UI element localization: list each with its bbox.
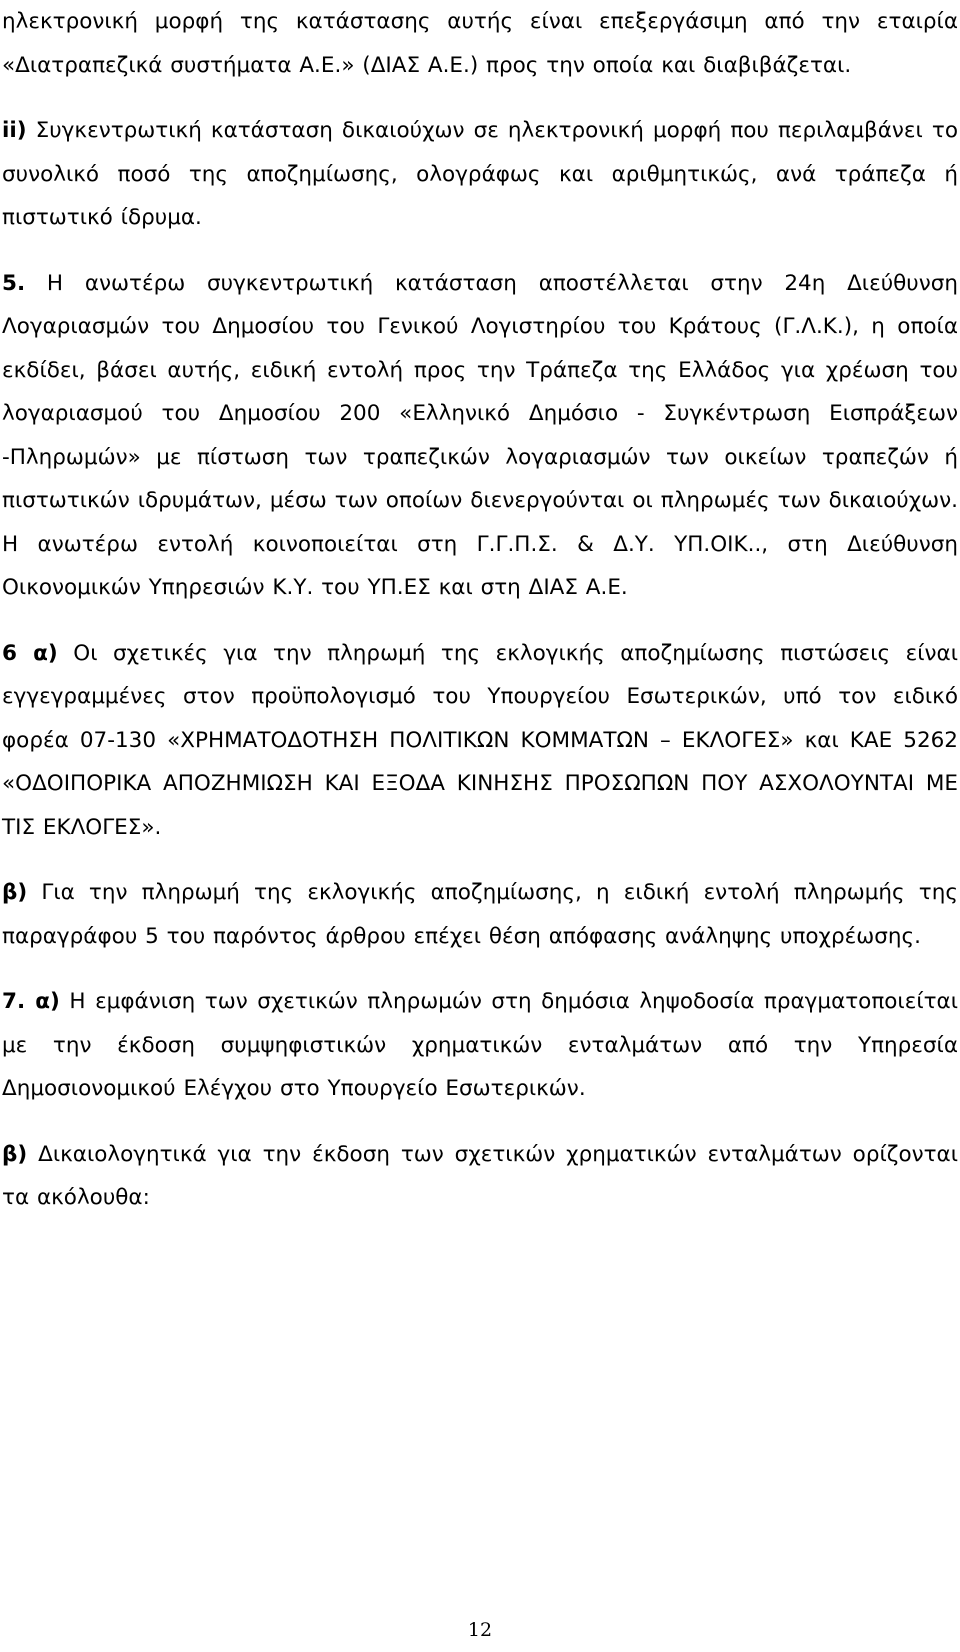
paragraph-section-6b xyxy=(2,871,958,958)
paragraph-text: Οι σχετικές για την πληρωμή της εκλογικής αποζημίωσης πιστώσεις είναι εγγεγραμμένες στον προϋπολογισμό του Υπουργείου Εσωτερικών, υπό τον ειδικό φορέα 07-130 «ΧΡΗΜΑΤΟΔΟΤΗΣΗ ΠΟΛΙΤΙΚΩΝ ΚΟΜΜΑΤΩΝ – ΕΚΛΟΓΕΣ» και ΚΑΕ 5262 «ΟΔΟΙΠΟΡΙΚΑ ΑΠΟΖΗΜΙΩΣΗ ΚΑΙ ΕΞΟΔΑ ΚΙΝΗΣΗΣ ΠΡΟΣΩΠΩΝ ΠΟΥ ΑΣΧΟΛΟΥΝΤΑΙ ΜΕ ΤΙΣ ΕΚΛΟΓΕΣ». xyxy=(2,640,959,840)
paragraph-lead: β) xyxy=(2,880,28,905)
paragraph-item-ii xyxy=(2,109,958,240)
paragraph-lead: 5. xyxy=(2,270,26,296)
paragraph-text: Δικαιολογητικά για την έκδοση των σχετικών χρηματικών ενταλμάτων ορίζονται τα ακόλουθα: xyxy=(2,1141,958,1210)
paragraph-lead: ii) xyxy=(2,118,27,143)
page-number: 12 xyxy=(467,1619,493,1641)
paragraph-intro-continuation xyxy=(2,0,958,87)
paragraph-text: Η εμφάνιση των σχετικών πληρωμών στη δημόσια ληψοδοσία πραγματοποιείται με την έκδοση συμψηφιστικών χρηματικών ενταλμάτων από την Υπηρεσία Δημοσιονομικού Ελέγχου στο Υπουργείο Εσωτερικών. xyxy=(2,989,958,1101)
paragraph-text: Συγκεντρωτική κατάσταση δικαιούχων σε ηλεκτρονική μορφή που περιλαμβάνει το συνολικό ποσό της αποζημίωσης, ολογράφως και αριθμητικώς, ανά τράπεζα ή πιστωτικό ίδρυμα. xyxy=(2,118,958,230)
paragraph-section-6a xyxy=(2,632,958,850)
paragraph-lead: β) xyxy=(2,1141,28,1167)
paragraph-section-7a xyxy=(2,980,958,1111)
paragraph-section-5 xyxy=(2,262,958,610)
paragraph-section-7b xyxy=(2,1133,958,1220)
paragraph-text: ηλεκτρονική μορφή της κατάστασης αυτής είναι επεξεργάσιμη από την εταιρία «Διατραπεζικά συστήματα Α.Ε.» (ΔΙΑΣ Α.Ε.) προς την οποία και διαβιβάζεται. xyxy=(2,9,958,78)
document-body xyxy=(2,0,958,1220)
paragraph-text: Για την πληρωμή της εκλογικής αποζημίωσης, η ειδική εντολή πληρωμής της παραγράφου 5 του παρόντος άρθρου επέχει θέση απόφασης ανάληψης υποχρέωσης. xyxy=(2,880,958,949)
paragraph-text: Η ανωτέρω συγκεντρωτική κατάσταση αποστέλλεται στην 24η Διεύθυνση Λογαριασμών του Δημοσίου του Γενικού Λογιστηρίου του Κράτους (Γ.Λ.Κ.), η οποία εκδίδει, βάσει αυτής, ειδική εντολή προς την Τράπεζα της Ελλάδος για χρέωση του λογαριασμού του Δημοσίου 200 «Ελληνικό Δημόσιο - Συγκέντρωση Εισπράξεων -Πληρωμών» με πίστωση των τραπεζικών λογαριασμών των οικείων τραπεζών ή πιστωτικών ιδρυμάτων, μέσω των οποίων διενεργούνται οι πληρωμές των δικαιούχων. Η ανωτέρω εντολή κοινοποιείται στη Γ.Γ.Π.Σ. & Δ.Υ. ΥΠ.ΟΙΚ.., στη Διεύθυνση Οικονομικών Υπηρεσιών Κ.Υ. του ΥΠ.ΕΣ και στη ΔΙΑΣ Α.Ε. xyxy=(2,270,958,600)
paragraph-lead: 6 α) xyxy=(2,640,58,666)
paragraph-lead: 7. α) xyxy=(2,989,60,1014)
